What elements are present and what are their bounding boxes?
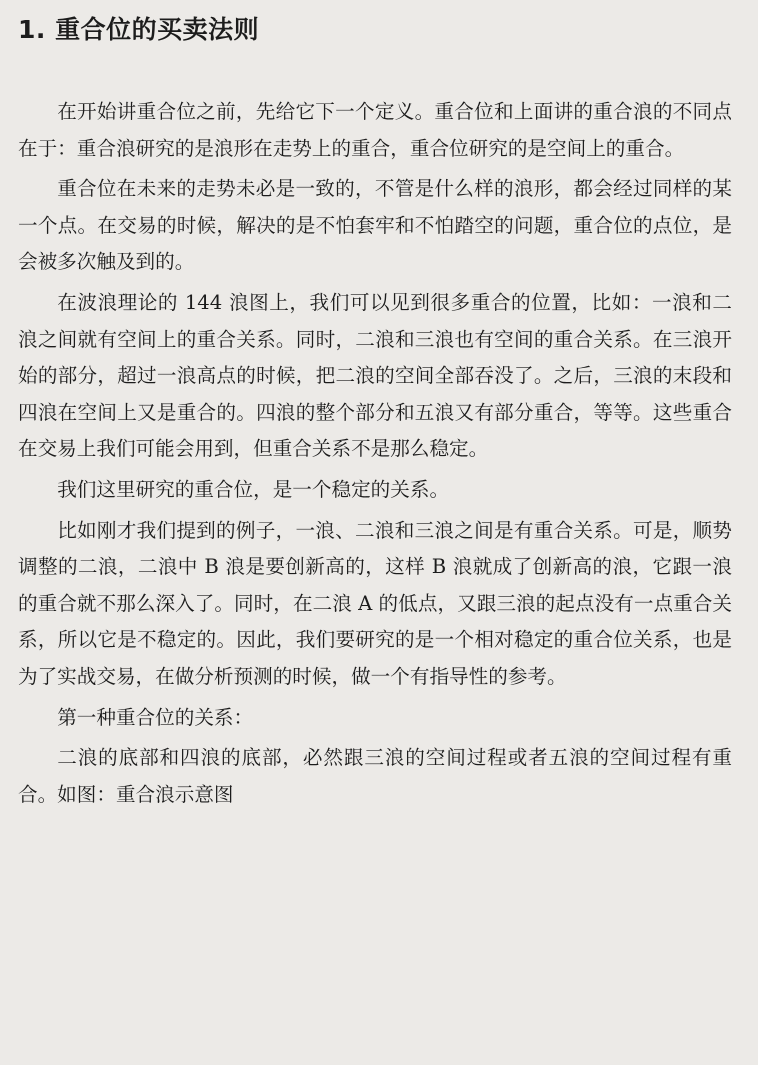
paragraph-definition: 在开始讲重合位之前，先给它下一个定义。重合位和上面讲的重合浪的不同点在于：重合浪研究的是浪形在走势上的重合，重合位研究的是空间上的重合。 [18, 100, 732, 160]
paragraph-first-type: 第一种重合位的关系： [57, 705, 254, 729]
paragraph-stable-relation: 我们这里研究的重合位，是一个稳定的关系。 [57, 477, 450, 501]
paragraph-example: 比如刚才我们提到的例子，一浪、二浪和三浪之间是有重合关系。可是，顺势调整的二浪，二浪中 B 浪是要创新高的，这样 B 浪就成了创新高的浪，它跟一浪的重合就不那么深入了。同时，在二浪 A 的低点，又跟三浪的起点没有一点重合关系，所以它是不稳定的。因此，我们要研究的是一个相对稳定的重合位关系，也是为了实战交易，在做分析预测的时候，做一个有指导性的参考。 [18, 518, 732, 688]
paragraph-144-wave-chart: 在波浪理论的 144 浪图上，我们可以见到很多重合的位置，比如：一浪和二浪之间就有空间上的重合关系。同时，二浪和三浪也有空间的重合关系。在三浪开始的部分，超过一浪高点的时候，把二浪的空间全部吞没了。之后，三浪的末段和四浪在空间上又是重合的。四浪的整个部分和五浪又有部分重合，等等。这些重合在交易上我们可能会用到，但重合关系不是那么稳定。 [18, 290, 732, 461]
section-title: 1. 重合位的买卖法则 [18, 15, 260, 44]
paragraph-future-trend: 重合位在未来的走势未必是一致的，不管是什么样的浪形，都会经过同样的某一个点。在交易的时候，解决的是不怕套牢和不怕踏空的问题，重合位的点位，是会被多次触及到的。 [18, 177, 732, 274]
paragraph-wave-bottoms: 二浪的底部和四浪的底部，必然跟三浪的空间过程或者五浪的空间过程有重合。如图：重合浪示意图 [18, 746, 732, 806]
